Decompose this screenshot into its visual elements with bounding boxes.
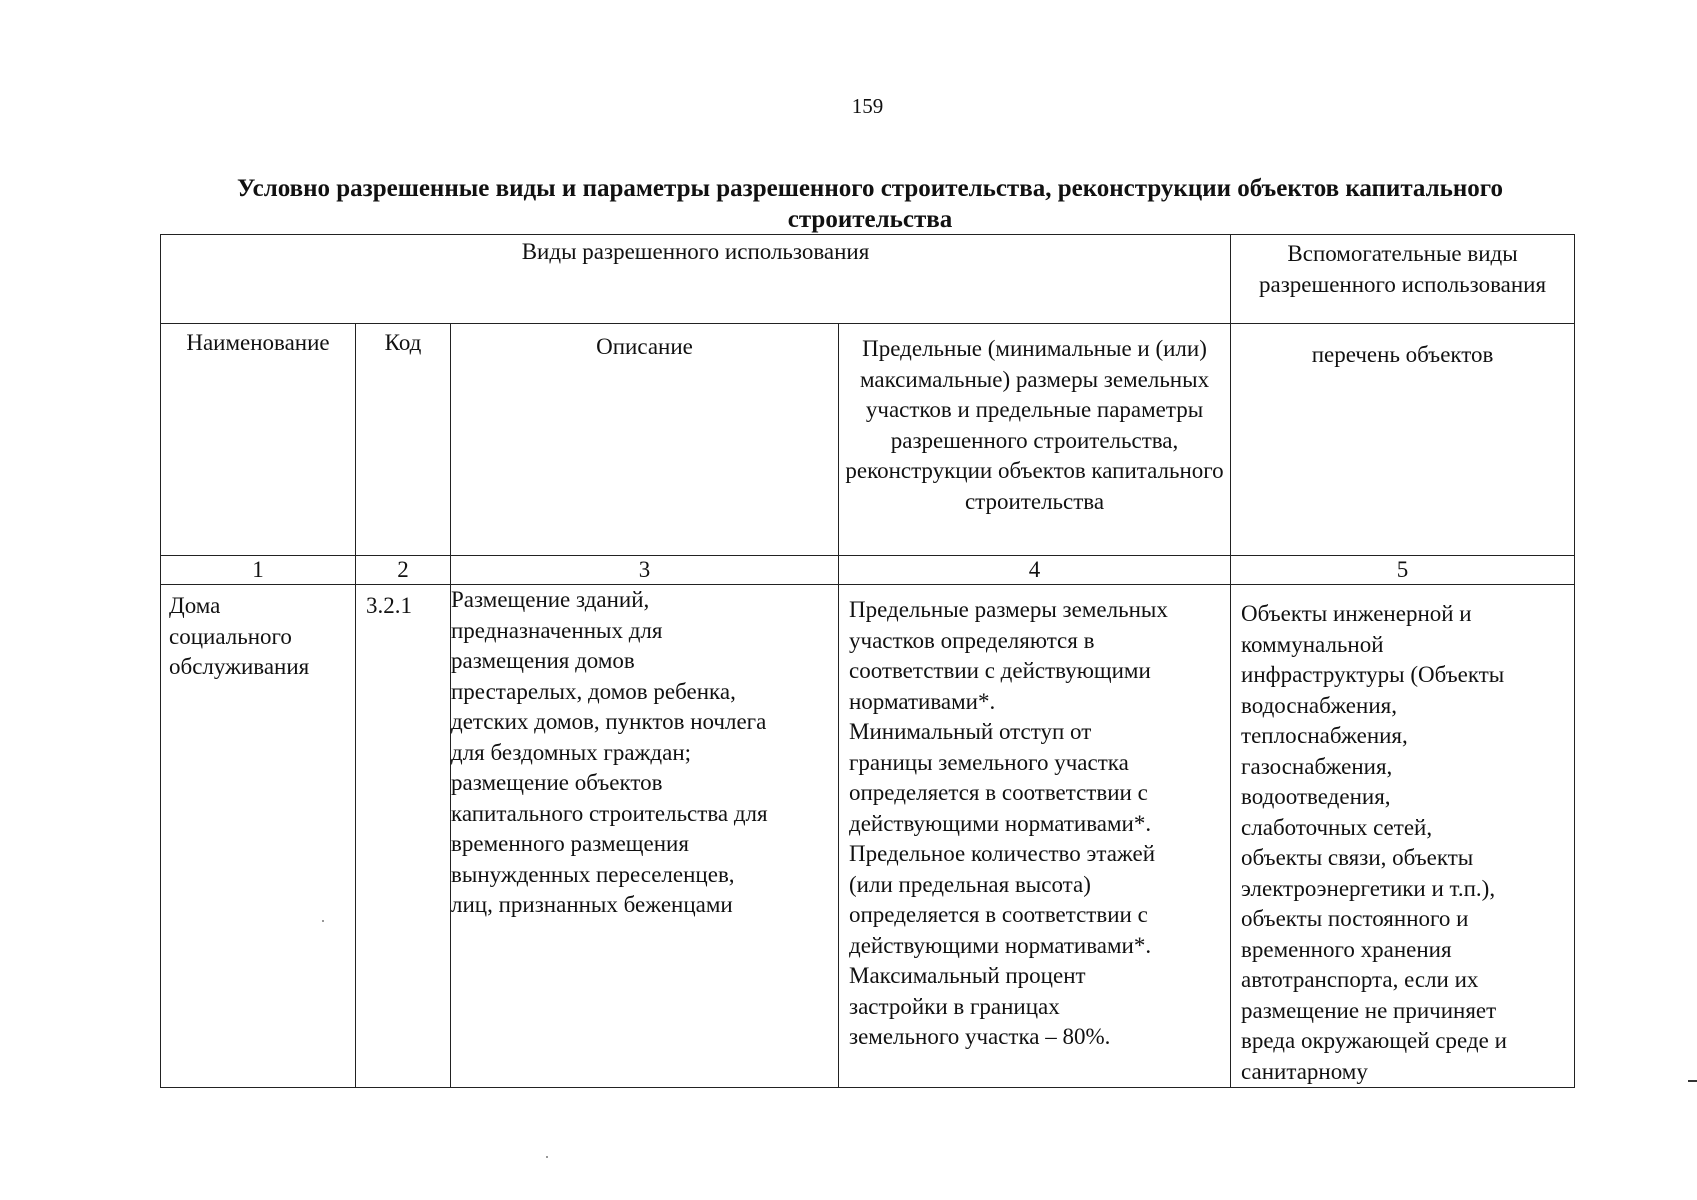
column-header-description: Описание <box>451 324 839 556</box>
column-number: 2 <box>356 556 451 585</box>
use-limits-cell <box>839 585 1231 1088</box>
scan-speck <box>546 1156 548 1158</box>
column-header-limits: Предельные (минимальные и (или) максимальные) размеры земельных участков и предельные параметры разрешенного строительства, реконструкции объектов капитального строительства <box>839 324 1231 556</box>
column-number: 1 <box>161 556 356 585</box>
group-header-cell: Виды разрешенного использования <box>161 235 1231 324</box>
column-number-row <box>161 556 1575 585</box>
use-description-cell <box>451 585 839 1088</box>
aux-objects: Объекты инженерной и коммунальной инфраструктуры (Объекты водоснабжения, теплоснабжения, газоснабжения, водоотведения, слаботочных сетей, объекты связи, объекты электроэнергетики и т.п.), объекты постоянного и временного хранения автотранспорта, если их размещение не причиняет вреда окружающей среде и санитарному <box>1241 601 1507 1084</box>
column-header-name: Наименование <box>161 324 356 556</box>
aux-objects-cell <box>1231 585 1575 1088</box>
use-name-cell <box>161 585 356 1088</box>
scan-edge-mark <box>1688 1080 1697 1082</box>
use-code-cell <box>356 585 451 1088</box>
regulation-table <box>160 234 1575 1088</box>
column-header-code: Код <box>356 324 451 556</box>
table-column-header-row <box>161 324 1575 556</box>
column-header-object-list: перечень объектов <box>1231 324 1575 556</box>
aux-header-cell: Вспомогательные виды разрешенного использования <box>1231 235 1575 324</box>
table-row <box>161 585 1575 1088</box>
table-group-header-row <box>161 235 1575 324</box>
use-name: Дома социального обслуживания <box>169 593 310 679</box>
column-number: 3 <box>451 556 839 585</box>
use-limits: Предельные размеры земельных участков определяются в соответствии с действующими нормативами*. Минимальный отступ от границы земельного участка определяется в соответствии с действующими нормативами*. Предельное количество этажей (или предельная высота) определяется в соответствии с действующими нормативами*. Максимальный процент застройки в границах земельного участка – 80%. <box>849 597 1168 1049</box>
use-code: 3.2.1 <box>366 593 412 618</box>
use-description: Размещение зданий, предназначенных для размещения домов престарелых, домов ребенка, детских домов, пунктов ночлега для бездомных граждан; размещение объектов капитального строительства для временного размещения вынужденных переселенцев, лиц, признанных беженцами <box>451 587 768 917</box>
page-number: 159 <box>851 94 884 118</box>
column-number: 4 <box>839 556 1231 585</box>
document-title: Условно разрешенные виды и параметры разрешенного строительства, реконструкции объектов капитального строительства <box>236 175 1504 233</box>
column-number: 5 <box>1231 556 1575 585</box>
scan-speck <box>322 920 324 922</box>
